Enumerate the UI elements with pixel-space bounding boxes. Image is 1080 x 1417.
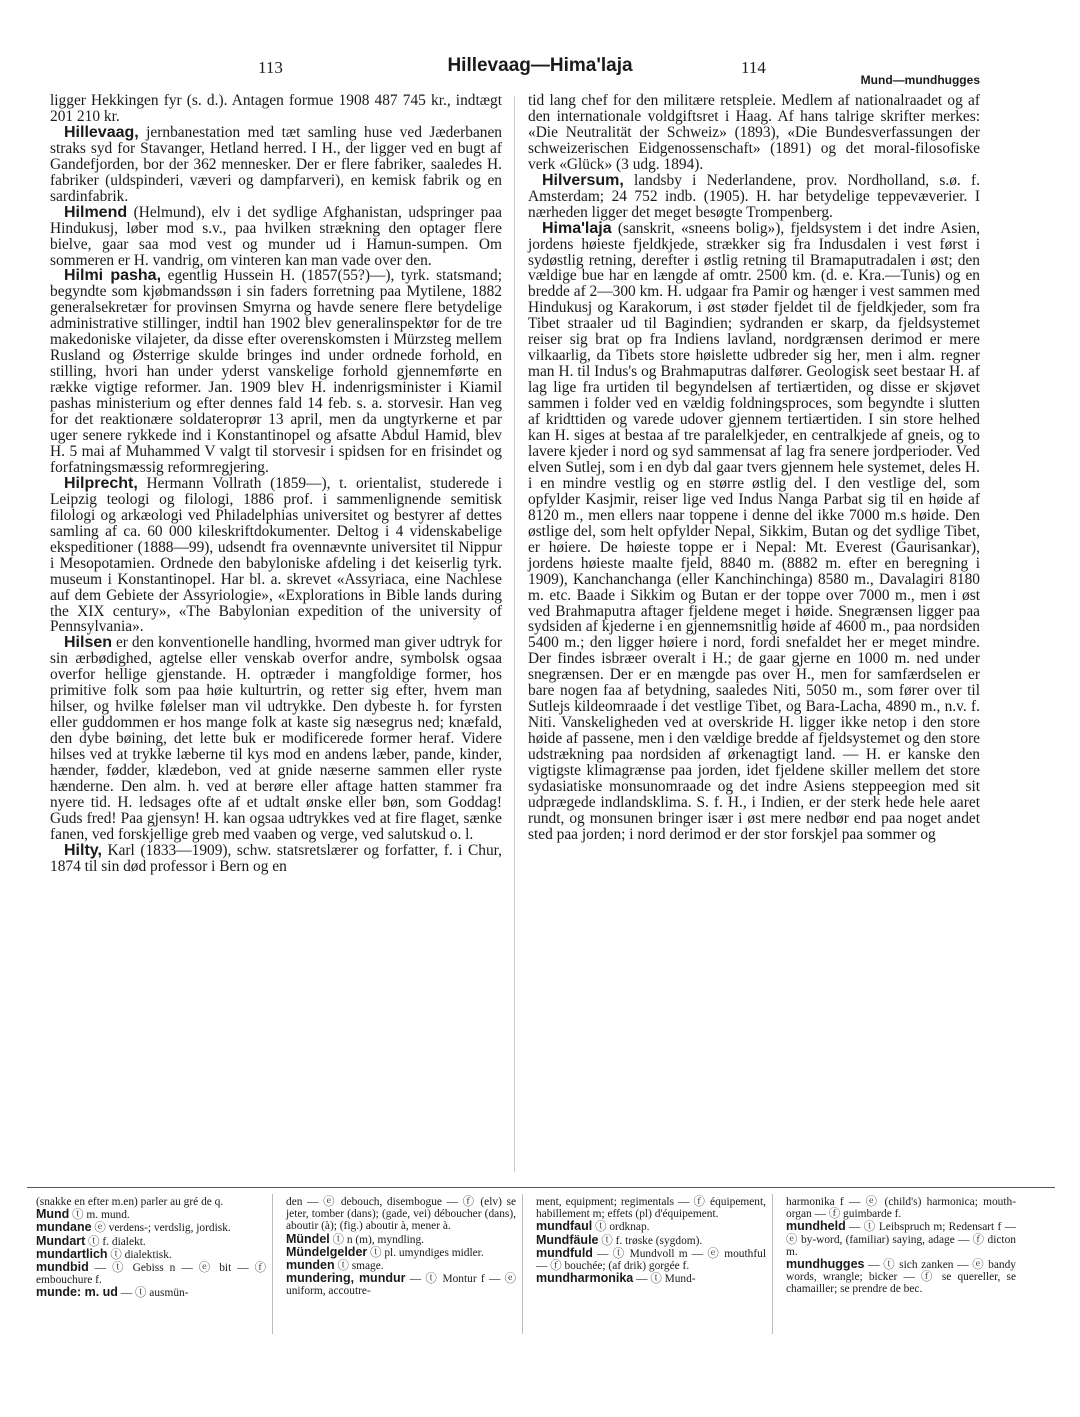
dictionary-headword: Mundfäule	[536, 1232, 599, 1247]
dictionary-definition: ⓣ n (m), myndling.	[329, 1233, 425, 1246]
article-entry	[528, 221, 980, 843]
article-text: (sanskrit, «sneens bolig»), fjeldsystem i det indre Asien, jordens høieste fjeldkjede, strækker sig fra Indusdalen i vest først i sydøstlig retning, derefter i østlig retning til Bramaputradalen i øst; den vældige bue har en længde af omtr. 2500 km. (d. e. Kra.—Tunis) og en bredde af 2—300 km. H. udgaar fra Pamir og hænger i vest sammen med Hindukusj og Karakorum, i øst støder fjeldet til de fjeldkjeder, som fra Tibet straaler ud til Bagindien; sydranden er skarp, da fjeldsystemet reiser sig brat op fra Indiens lavland, nordgrænsen derimod er mere vilkaarlig, da Tibets store høislette udbreder sig her, men i alm. regner man H. til Indus's og Brahmaputras dalfører. Geologisk seet bestaar H. af lag lige fra urtiden til begyndelsen af tertiærtiden, og disse er skjøvet sammen i folder ved en vældig foldningsproces, som begyndte i slutten af kridttiden og varede udover gjennem tertiærtiden. I sin store helhed kan H. siges at bestaa af tre paralelkjeder, en centralkjede af gneis, og to lavere kjeder i nord og syd sammensat af lag fra senere jordperioder. Ved elven Sutlej, som i en dyb dal gaar tvers gjennem hele systemet, deles H. i en mindre vestlig og en større østlig del. I den vestlige del, som opfylder Kasjmir, reiser lige ved Indus Nanga Parbat sig til en høide af 8120 m., men ellers naar toppene i denne del ikke 7000 m.s høide. Den østlige del, som helt opfylder Nepal, Sikkim, Butan og det sydlige Tibet, er høiere. De høieste toppe er i Nepal: Mt. Everest (Gaurisankar), jordens høieste maalte fjeld, 8840 m. (8882 m. efter en beregning i 1909), Kanchanchanga (eller Kanchinchinga) 8580 m., Davalagiri 8180 m. etc. Baade i Sikkim og Butan er der toppe over 7000 m., men i øst ved Brahmaputra aftager fjeldene meget i høide. Snegrænsen ligger paa sydsiden af kjederne i en gjennemsnitlig høide af 4600 m., paa nordsiden 5400 m.; den ligger høiere i nord, fordi snefaldet her er meget mindre. Der findes isbræer overalt i H.; de gaar gjerne en 1000 m. ned under snegrænsen. Der er en mængde pas over H., men for samfærdselen er bare nogen faa af betydning, saaledes Niti, 5050 m., som fører over til Sutlejs kildeomraade i det vestlige Tibet, og Bara-Lacha, 4890 m., n.v. f. Niti. Vanskeligheden ved at overskride H. ligger ikke netop i den store høide af passene, men i den vældige bredde af fjeldsystemet og den store udstrækning paa nordsiden af ørkenagtigt land. — H. er kanske den vigtigste klimagrænse paa jorden, idet fjeldene skiller mellem det store sydasiatiske monsunomraade og det indre Asiens steppeegion med sit udprægede indlandsklima. S. f. H., i Indien, er der sterk hede hele aaret rundt, og monsunen bringer især i øst mere nedbør end paa noget andet sted paa jorden; i nord derimod er der stor forskjel paa sommer og	[528, 219, 980, 843]
dictionary-entry	[786, 1258, 1016, 1296]
dictionary-headword: Mundart	[36, 1233, 86, 1248]
dictionary-entry	[536, 1247, 766, 1272]
dictionary-headword: mundheld	[786, 1219, 846, 1234]
dictionary-column-divider	[772, 1194, 773, 1334]
dictionary-definition: ⓣ smage.	[334, 1260, 384, 1273]
article-entry	[50, 476, 502, 636]
dictionary-entry	[786, 1220, 1016, 1258]
headword: Hima'laja	[542, 219, 612, 237]
dictionary-definition: ⓣ dialektisk.	[107, 1248, 172, 1261]
dictionary-headword: munde: m. ud	[36, 1285, 118, 1300]
article-text: Karl (1833—1909), schw. statsretslærer og forfatter, f. i Chur, 1874 til sin død professor i Bern og en	[50, 841, 502, 875]
dictionary-entry	[36, 1196, 266, 1208]
dictionary-definition: ment, equipment; regimentals — ⓕ équipement, habillement m; effets (pl) d'équipement.	[536, 1196, 766, 1221]
dictionary-definition: — ⓣ Leibspruch m; Redensart f — ⓔ by-word, (familiar) saying, adage — ⓕ dicton m.	[786, 1221, 1016, 1258]
dictionary-headword: mundhugges	[786, 1257, 865, 1272]
dictionary-headword: munden	[286, 1258, 335, 1273]
dictionary-definition: ⓣ ordknap.	[592, 1221, 650, 1234]
dictionary-headword: mundartlich	[36, 1246, 108, 1261]
article-entry	[528, 173, 980, 221]
dictionary-headword: Mündelgelder	[286, 1244, 368, 1259]
headword: Hillevaag,	[64, 123, 139, 141]
headword: Hilversum,	[542, 171, 624, 189]
article-text: egentlig Hussein H. (1857(55?)—), tyrk. statsmand; begyndte som kjøbmandssøn i sin faders forretning paa Mytilene, 1882 generalsekretær for provinsen Smyrna og havde senere flere betydelige administrative stillinger, indtil han 1902 blev generalinspektør for de tre makedoniske vilajeter, da disse efter overenskomsten i Mürzsteg mellem Rusland og Østerrige skulde bringes ind under ordnede forhold, en stilling, hvori han under yderst vanskelige forhold gjennemførte en række vigtige reformer. Jan. 1909 blev H. indenrigsminister i Kiamil pashas ministerium og efter dennes fald 14 feb. s. a. storvesir. Han veg for det reaktionære soldateroprør 13 april, men da ungtyrkerne et par uger senere rykkede ind i Konstantinopel og afsatte Abdul Hamid, blev H. 5 mai af Muhammed V valgt til storvesir i spidsen for en frisindet og forfatningsmæssig reformregjering.	[50, 267, 502, 476]
dictionary-headword: mundbid	[36, 1260, 89, 1275]
dictionary-definition: ⓣ f. dialekt.	[85, 1235, 146, 1248]
page-number-right: 114	[741, 58, 766, 77]
article-text: landsby i Nederlandene, prov. Nordholland, s.ø. f. Amsterdam; 24 752 indb. (1905). H. har betydelige teppevæverier. I nærheden ligger det meget besøgte Trompenberg.	[528, 171, 980, 221]
dictionary-definition: — ⓣ Montur f — ⓔ uniform, accoutre-	[286, 1273, 516, 1298]
dictionary-column-1	[36, 1196, 266, 1300]
dictionary-entry	[286, 1196, 516, 1233]
footer-rule	[27, 1187, 1055, 1188]
dictionary-definition: — ⓣ Mund-	[633, 1273, 696, 1286]
dictionary-column-4	[786, 1196, 1016, 1296]
article-text: tid lang chef for den militære retspleie. Medlem af nationalraadet og af den internationale voldgiftsret i Haag. Af hans talrige skrifter merkes: «Die Neutralität der Schweiz» (1893), «Die Bundesverfassungen der schweizerischen Eidgenossenschaft» (1891) og det moral-filosofiske verk «Glück» (3 udg. 1894).	[528, 92, 980, 173]
headword: Hilsen	[64, 634, 113, 652]
article-text: ligger Hekkingen fyr (s. d.). Antagen formue 1908 487 745 kr., indtægt 201 210 kr.	[50, 92, 502, 125]
article-text: er den konventionelle handling, hvormed man giver udtryk for sin ærbødighed, agtelse eller venskab overfor andre, symbolsk ogsaa overfor hellige gjenstande. H. optræder i mangfoldige former, hos primitive folk som paa høie kulturtrin, og retter sig efter, hvem man hilser, og hvilke følelser man vil udtrykke. Den dybeste h. for fyrsten eller guddommen er hos mange folk at kaste sig næsegrus ned; knæfald, den dybe bøining, det lette buk er modificerede former heraf. Videre hilses ved at trykke læberne til kys mod en andens læber, pande, kinder, hænder, fødder, klædebon, ved at gnide næserne sammen eller ryste hænderne. Den alm. h. ved at berøre eller aftage hatten stammer fra nyere tid. H. ledsages ofte af et udtalt ønske eller bøn, som Goddag! Guds fred! Paa gjensyn! H. kan ogsaa udtrykkes ved at fire flaget, sænke fanen, ved forskjellige greb med vaaben og verge, ved salutskud o. l.	[50, 634, 502, 843]
page-number-left: 113	[258, 58, 283, 77]
article-text: (Helmund), elv i det sydlige Afghanistan, udspringer paa Hindukusj, løber mod s.v., paa hvilken strækning den optager flere bielve, gaar saa mod vest og munder ud i Hamun-sumpen. Om sommeren er H. vandrig, om vinteren kan man vade over den.	[50, 203, 502, 269]
article-entry	[528, 93, 980, 173]
dictionary-entry	[286, 1272, 516, 1297]
dictionary-entry	[786, 1196, 1016, 1220]
dictionary-entry	[36, 1286, 266, 1299]
dictionary-definition: — ⓣ Gebiss n — ⓔ bit — ⓕ embouchure f.	[36, 1262, 266, 1287]
page-title: Hillevaag—Hima'laja	[447, 55, 633, 76]
dictionary-definition: — ⓣ sich zanken — ⓔ bandy words, wrangle; bicker — ⓕ se quereller, se chamailler; se prendre de bec.	[786, 1259, 1016, 1296]
dictionary-definition: ⓣ m. mund.	[69, 1209, 130, 1222]
article-entry	[50, 268, 502, 475]
dictionary-headword: mundane	[36, 1220, 92, 1235]
dictionary-entry	[536, 1272, 766, 1285]
dictionary-definition: harmonika f — ⓔ (child's) harmonica; mouth-organ — ⓕ guimbarde f.	[786, 1196, 1016, 1221]
article-text: jernbanestation med tæt samling huse ved Jæderbanen straks syd for Stavanger, Hetland herred. I H., der ligger ved en bugt af Gandefjorden, bor der 362 mennesker. Der er flere fabriker, saaledes H. fabriker (uldspinderi, væveri og dampfarveri), en kemisk fabrik og en sardinfabrik.	[50, 123, 502, 205]
dictionary-definition: ⓣ pl. umyndiges midler.	[367, 1246, 484, 1259]
dictionary-definition: — ⓣ Mundvoll m — ⓔ mouthful — ⓕ bouchée; (af drik) gorgée f.	[536, 1247, 766, 1273]
article-entry	[50, 125, 502, 205]
headword: Hilmend	[64, 203, 128, 221]
dictionary-column-3	[536, 1196, 766, 1285]
article-entry	[50, 635, 502, 842]
headword: Hilty,	[64, 841, 102, 859]
dictionary-column-2	[286, 1196, 516, 1298]
dictionary-definition: — ⓣ ausmün-	[117, 1287, 189, 1300]
dictionary-column-divider	[272, 1194, 273, 1334]
dictionary-headword: mundfuld	[536, 1245, 593, 1260]
dictionary-headword: mundering, mundur	[286, 1271, 406, 1286]
article-entry	[50, 205, 502, 269]
dictionary-definition: den — ⓔ debouch, disembogue — ⓕ (elv) se jeter, tomber (dans); (gade, vei) déboucher (dans), aboutir (à); (fig.) aboutir à, mener à.	[286, 1196, 516, 1233]
article-entry	[50, 843, 502, 875]
dictionary-headword: mundharmonika	[536, 1271, 634, 1286]
dictionary-headword: Mündel	[286, 1231, 330, 1246]
right-column	[528, 93, 980, 843]
headword: Hilprecht,	[64, 474, 138, 492]
left-column	[50, 93, 502, 875]
dictionary-range: Mund—mundhugges	[860, 73, 980, 87]
dictionary-entry	[536, 1196, 766, 1220]
dictionary-headword: Mund	[36, 1207, 70, 1222]
article-text: Hermann Vollrath (1859—), t. orientalist, studerede i Leipzig teologi og filologi, 1886 prof. i sammenlignende semitisk filologi og arkæologi ved Philadelphias universitet og bestyrer af dettes samling af ca. 60 000 kileskriftdokumenter. Deltog i 4 videnskabelige ekspeditioner (1888—99), udsendt fra ovennævnte universitet til Nippur i Mesopotamien. Ordnede den babyloniske afdeling i det keiserlig tyrk. museum i Konstantinopel. Har bl. a. skrevet «Assyriaca, eine Nachlese auf dem Gebiete der Assyriologie», «Explorations in Bible lands during the XIX century», «The Babylonian expedition of the university of Pennsylvania».	[50, 474, 502, 636]
column-divider	[514, 96, 515, 1172]
dictionary-entry	[36, 1261, 266, 1286]
dictionary-column-divider	[522, 1194, 523, 1334]
headword: Hilmi pasha,	[64, 267, 162, 285]
dictionary-definition: ⓣ f. trøske (sygdom).	[598, 1234, 703, 1247]
dictionary-definition: (snakke en efter m.en) parler au gré de q.	[36, 1196, 224, 1208]
article-entry	[50, 93, 502, 125]
dictionary-definition: ⓔ verdens-; verdslig, jordisk.	[91, 1222, 231, 1235]
dictionary-headword: mundfaul	[536, 1219, 593, 1234]
